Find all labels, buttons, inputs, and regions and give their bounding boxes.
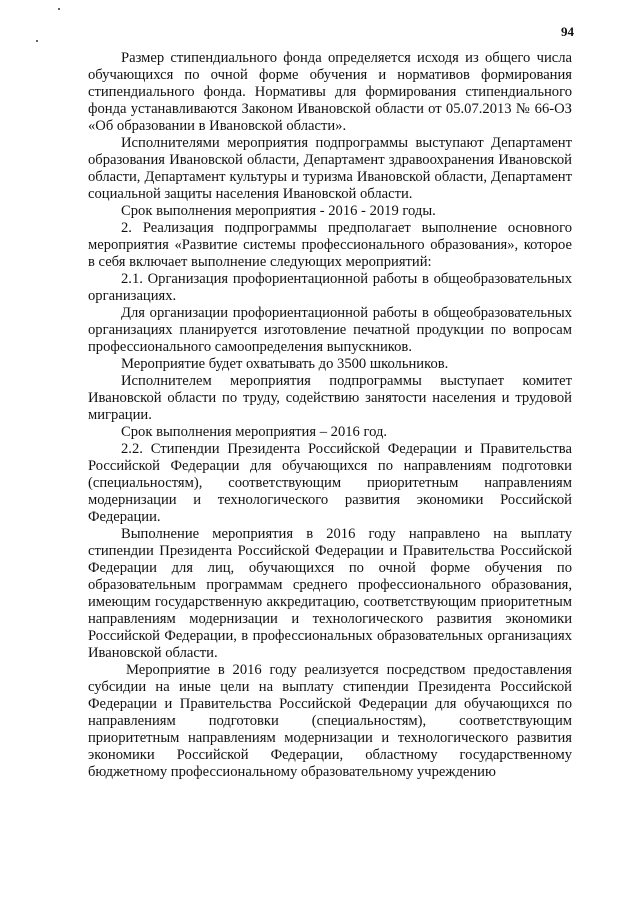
paragraph: Для организации профориентационной работы в общеобразовательных организациях планируется изготовление печатной продукции по вопросам профессионального самоопределения выпускников.: [88, 305, 572, 355]
paragraph: Выполнение мероприятия в 2016 году направлено на выплату стипендии Президента Российской Федерации и Правительства Российской Федерации для лиц, обучающихся по очной форме обучения по образовательным программам среднего профессионального образования, имеющим государственную аккредитацию, соответствующим приоритетным направлениям модернизации и технологического развития экономики Российской Федерации, в профессиональных образовательных организациях Ивановской области.: [88, 526, 572, 661]
paragraph: Исполнителем мероприятия подпрограммы выступает комитет Ивановской области по труду, содействию занятости населения и трудовой миграции.: [88, 373, 572, 423]
paragraph: Мероприятие в 2016 году реализуется посредством предоставления субсидии на иные цели на выплату стипендии Президента Российской Федерации и Правительства Российской Федерации для обучающихся по направлениям подготовки (специальностям), соответствующим приоритетным направлениям модернизации и технологического развития экономики Российской Федерации, областному государственному бюджетному профессиональному образовательному учреждению: [88, 662, 572, 780]
paragraph: Исполнителями мероприятия подпрограммы выступают Департамент образования Ивановской области, Департамент здравоохранения Ивановской области, Департамент культуры и туризма Ивановской области, Департамент социальной защиты населения Ивановской области.: [88, 135, 572, 202]
paragraph: Мероприятие будет охватывать до 3500 школьников.: [121, 356, 449, 372]
paragraph: 2. Реализация подпрограммы предполагает выполнение основного мероприятия «Развитие системы профессионального образования», которое в себя включает выполнение следующих мероприятий:: [88, 220, 572, 270]
paragraph: 2.1. Организация профориентационной работы в общеобразовательных организациях.: [88, 271, 572, 304]
paragraph: Срок выполнения мероприятия – 2016 год.: [121, 424, 388, 440]
paragraph: 2.2. Стипендии Президента Российской Федерации и Правительства Российской Федерации для обучающихся по направлениям подготовки (специальностям), соответствующим приоритетным направлениям модернизации и технологического развития экономики Российской Федерации.: [88, 441, 572, 525]
scan-speck: [36, 40, 38, 42]
document-body: [88, 50, 572, 781]
page-number: 94: [561, 24, 574, 39]
scan-speck: [58, 8, 60, 10]
paragraph: Срок выполнения мероприятия - 2016 - 2019 годы.: [121, 203, 436, 219]
paragraph: Размер стипендиального фонда определяется исходя из общего числа обучающихся по очной форме обучения и нормативов формирования стипендиального фонда. Нормативы для формирования стипендиального фонда устанавливаются Законом Ивановской области от 05.07.2013 № 66-ОЗ «Об образовании в Ивановской области».: [88, 50, 572, 134]
